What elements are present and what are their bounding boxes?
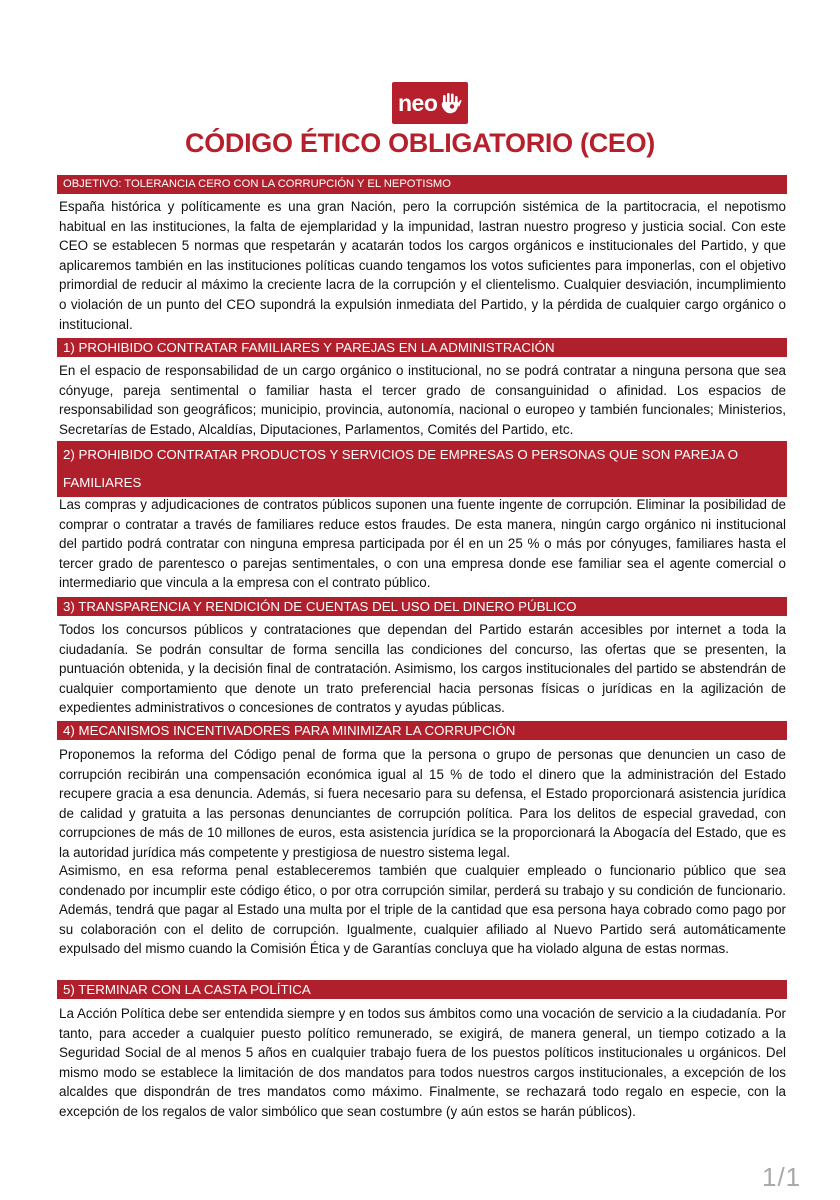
section-4-paragraph-1: Proponemos la reforma del Código penal de forma que la persona o grupo de personas que denuncien un caso de corrupción recibirán una compensación económica igual al 15 % de todo el dinero que la administración del Estado recupere gracia a esa denuncia. Además, si fuera necesario para su defensa, el Estado proporcionará asistencia jurídica de calidad y gratuita a las personas denunciantes de corrupción política. Para los delitos de especial gravedad, con corrupciones de más de 10 millones de euros, esta asistencia jurídica se la proporcionará la Abogacía del Estado, que es la autoridad jurídica más competente y prestigiosa de nuestro sistema legal. <box>59 747 786 860</box>
document-title: CÓDIGO ÉTICO OBLIGATORIO (CEO) <box>185 128 655 158</box>
section-2-heading: 2) PROHIBIDO CONTRATAR PRODUCTOS Y SERVICIOS DE EMPRESAS O PERSONAS QUE SON PAREJA O FAMILIARES <box>57 441 787 497</box>
section-1-paragraph: En el espacio de responsabilidad de un cargo orgánico o institucional, no se podrá contratar a ninguna persona que sea cónyuge, pareja sentimental o familiar hasta el tercer grado de consanguinidad o afinidad. Los espacios de responsabilidad son geográficos; municipio, provincia, autonomía, nacional o europeo y también funcionales; Ministerios, Secretarías de Estado, Alcaldías, Diputaciones, Parlamentos, Comités del Partido, etc. <box>59 363 786 437</box>
section-4-paragraph-2: Asimismo, en esa reforma penal estableceremos también que cualquier empleado o funcionario público que sea condenado por incumplir este código ético, o por otra corrupción similar, perderá su trabajo y su condición de funcionario. Además, tendrá que pagar al Estado una multa por el triple de la cantidad que esa persona haya cobrado como pago por su colaboración con el delito de corrupción. Igualmente, cualquier afiliado al Nuevo Partido será automáticamente expulsado del mismo cuando la Comisión Ética y de Garantías concluya que ha violado alguna de estas normas. <box>59 863 786 957</box>
hand-icon <box>440 91 462 115</box>
objective-text: España histórica y políticamente es una gran Nación, pero la corrupción sistémica de la partitocracia, el nepotismo habitual en las instituciones, la falta de ejemplaridad y la impunidad, lastran nuestro progreso y justicia social. Con este CEO se establecen 5 normas que respetarán y acatarán todos los cargos orgánicos e institucionales del Partido, y que aplicaremos también en las instituciones políticas cuando tengamos los votos suficientes para imponerlas, con el objetivo primordial de reducir al máximo la creciente lacra de la corrupción y el clientelismo. Cualquier desviación, incumplimiento o violación de un punto del CEO supondrá la expulsión inmediata del Partido, y la pérdida de cualquier cargo orgánico o institucional. <box>59 199 786 332</box>
logo-text: neo <box>398 89 438 116</box>
objective-heading: OBJETIVO: TOLERANCIA CERO CON LA CORRUPCIÓN Y EL NEPOTISMO <box>57 175 787 194</box>
section-4-heading: 4) MECANISMOS INCENTIVADORES PARA MINIMIZAR LA CORRUPCIÓN <box>57 721 787 740</box>
section-3-paragraph: Todos los concursos públicos y contrataciones que dependan del Partido estarán accesibles por internet a toda la ciudadanía. Se podrán consultar de forma sencilla las condiciones del concurso, las ofertas que se presenten, la puntuación obtenida, y la decisión final de contratación. Asimismo, los cargos institucionales del partido se abstendrán de cualquier comportamiento que denote un trato preferencial hacia personas físicas o jurídicas en la agilización de expedientes administrativos o concesiones de contratos y ayudas públicas. <box>59 622 786 716</box>
section-5-paragraph: La Acción Política debe ser entendida siempre y en todos sus ámbitos como una vocación de servicio a la ciudadanía. Por tanto, para acceder a cualquier puesto político remunerado, se exigirá, de manera general, un tiempo cotizado a la Seguridad Social de al menos 5 años en cualquier trabajo fuera de los puestos políticos institucionales u orgánicos. Del mismo modo se establece la limitación de dos mandatos para todos nuestros cargos institucionales, a excepción de los alcaldes que dispondrán de tres mandatos como máximo. Finalmente, se rechazará todo regalo en especie, con la excepción de los regalos de valor simbólico que sean costumbre (y aún estos se harán públicos). <box>59 1006 786 1119</box>
section-3-heading: 3) TRANSPARENCIA Y RENDICIÓN DE CUENTAS DEL USO DEL DINERO PÚBLICO <box>57 597 787 616</box>
section-1-heading: 1) PROHIBIDO CONTRATAR FAMILIARES Y PAREJAS EN LA ADMINISTRACIÓN <box>57 338 787 357</box>
section-2-paragraph: Las compras y adjudicaciones de contratos públicos suponen una fuente ingente de corrupción. Eliminar la posibilidad de comprar o contratar a través de familiares reduce estos fraudes. De esta manera, ningún cargo orgánico ni institucional del partido podrá contratar con ninguna empresa participada por él en un 25 % o más por cónyuges, familiares hasta el tercer grado de parentesco o parejas sentimentales, o con una empresa donde ese familiar sea el agente comercial o intermediario que vincula a la empresa con el contrato público. <box>59 497 786 591</box>
page-indicator: 1/1 <box>762 1162 802 1192</box>
neo-logo <box>392 82 468 124</box>
section-5-heading: 5) TERMINAR CON LA CASTA POLÍTICA <box>57 980 787 999</box>
